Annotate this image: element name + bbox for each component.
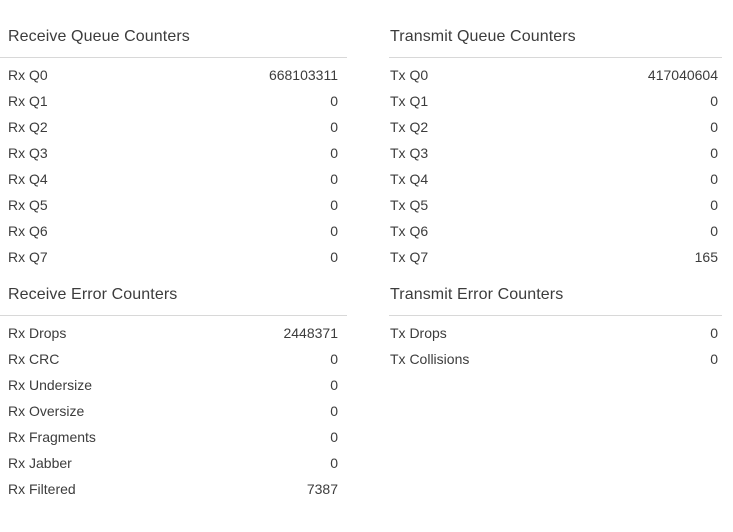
counter-row bbox=[0, 372, 347, 398]
counter-row bbox=[389, 218, 722, 244]
counter-value: 2448371 bbox=[283, 325, 338, 341]
counter-label: Rx Drops bbox=[8, 325, 67, 341]
counter-label: Rx Fragments bbox=[8, 429, 96, 445]
counter-label: Rx Undersize bbox=[8, 377, 93, 393]
counter-label: Tx Q6 bbox=[390, 223, 429, 239]
counter-row bbox=[0, 88, 347, 114]
counter-value: 668103311 bbox=[268, 67, 338, 83]
section-divider bbox=[0, 57, 347, 58]
counter-value: 0 bbox=[710, 351, 718, 367]
right-column bbox=[389, 26, 722, 516]
counter-row bbox=[0, 476, 347, 502]
counter-value: 0 bbox=[710, 93, 718, 109]
counter-row bbox=[389, 88, 722, 114]
counter-label: Rx Jabber bbox=[8, 455, 72, 471]
counter-row bbox=[0, 218, 347, 244]
counter-row bbox=[0, 244, 347, 270]
counter-row bbox=[389, 140, 722, 166]
counter-label: Rx Q6 bbox=[8, 223, 48, 239]
counter-row bbox=[0, 320, 347, 346]
counter-label: Tx Drops bbox=[390, 325, 447, 341]
counter-label: Tx Q7 bbox=[390, 249, 429, 265]
counter-row bbox=[389, 62, 722, 88]
counter-row bbox=[389, 320, 722, 346]
counter-row bbox=[389, 192, 722, 218]
counter-label: Rx CRC bbox=[8, 351, 60, 367]
counter-row bbox=[0, 140, 347, 166]
transmit-queue-counters bbox=[389, 26, 722, 270]
counter-rows bbox=[0, 320, 347, 502]
counter-row bbox=[0, 62, 347, 88]
counter-label: Tx Q4 bbox=[390, 171, 429, 187]
counter-label: Rx Q5 bbox=[8, 197, 48, 213]
counter-row bbox=[389, 244, 722, 270]
counter-label: Tx Q2 bbox=[390, 119, 429, 135]
counter-row bbox=[0, 192, 347, 218]
counter-value: 0 bbox=[330, 119, 338, 135]
counter-rows bbox=[0, 62, 347, 270]
counter-row bbox=[0, 450, 347, 476]
counter-value: 0 bbox=[330, 171, 338, 187]
counter-value: 0 bbox=[330, 93, 338, 109]
counter-row bbox=[389, 166, 722, 192]
counter-row bbox=[0, 398, 347, 424]
section-title: Transmit Queue Counters bbox=[390, 28, 576, 45]
section-divider bbox=[0, 315, 347, 316]
section-title: Receive Queue Counters bbox=[8, 28, 190, 45]
counter-row bbox=[0, 346, 347, 372]
counter-row bbox=[0, 424, 347, 450]
counter-label: Tx Q3 bbox=[390, 145, 429, 161]
counter-value: 0 bbox=[330, 429, 338, 445]
counter-value: 0 bbox=[330, 403, 338, 419]
counter-value: 7387 bbox=[306, 481, 338, 497]
receive-queue-counters bbox=[0, 26, 347, 270]
counter-label: Rx Filtered bbox=[8, 481, 76, 497]
section-divider bbox=[389, 315, 722, 316]
counter-value: 0 bbox=[330, 351, 338, 367]
counter-label: Rx Q1 bbox=[8, 93, 48, 109]
counter-value: 165 bbox=[694, 249, 718, 265]
counter-label: Rx Q3 bbox=[8, 145, 48, 161]
counter-value: 0 bbox=[710, 325, 718, 341]
left-column bbox=[0, 26, 347, 516]
counter-label: Rx Q7 bbox=[8, 249, 48, 265]
counter-label: Rx Oversize bbox=[8, 403, 85, 419]
counter-row bbox=[0, 166, 347, 192]
counter-row bbox=[0, 114, 347, 140]
counter-value: 0 bbox=[710, 171, 718, 187]
counter-value: 0 bbox=[330, 223, 338, 239]
counter-row bbox=[389, 114, 722, 140]
counter-value: 417040604 bbox=[647, 67, 718, 83]
section-title: Receive Error Counters bbox=[8, 286, 178, 303]
transmit-error-counters bbox=[389, 284, 722, 372]
counter-row bbox=[389, 346, 722, 372]
counter-label: Rx Q0 bbox=[8, 67, 48, 83]
counter-label: Rx Q4 bbox=[8, 171, 48, 187]
counter-value: 0 bbox=[330, 455, 338, 471]
counter-rows bbox=[389, 62, 722, 270]
counter-value: 0 bbox=[330, 249, 338, 265]
counter-value: 0 bbox=[710, 197, 718, 213]
counter-label: Tx Q5 bbox=[390, 197, 429, 213]
counter-value: 0 bbox=[710, 145, 718, 161]
counter-label: Rx Q2 bbox=[8, 119, 48, 135]
section-divider bbox=[389, 57, 722, 58]
counter-label: Tx Q0 bbox=[390, 67, 429, 83]
counter-label: Tx Collisions bbox=[390, 351, 470, 367]
section-title: Transmit Error Counters bbox=[390, 286, 564, 303]
counter-value: 0 bbox=[330, 377, 338, 393]
counter-value: 0 bbox=[330, 197, 338, 213]
counter-value: 0 bbox=[710, 119, 718, 135]
counter-value: 0 bbox=[710, 223, 718, 239]
counter-label: Tx Q1 bbox=[390, 93, 429, 109]
counter-rows bbox=[389, 320, 722, 372]
receive-error-counters bbox=[0, 284, 347, 502]
counter-value: 0 bbox=[330, 145, 338, 161]
